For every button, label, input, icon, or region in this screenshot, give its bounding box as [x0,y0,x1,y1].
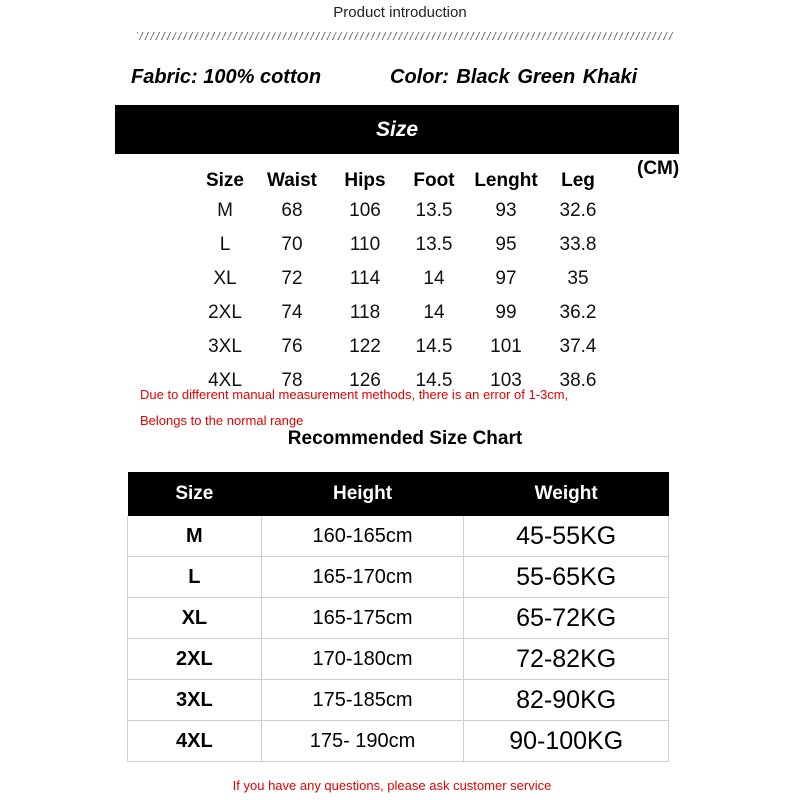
table-row [128,721,669,762]
cell-size: L [128,557,262,598]
cell-size: XL [128,598,262,639]
table-row [128,639,669,680]
cell-hips: 106 [349,200,381,221]
fabric-info: Fabric: 100% cotton [131,66,322,88]
cell-weight: 65-72KG [464,598,669,639]
cell-hips: 114 [349,268,381,289]
table-row [193,262,609,296]
table-row [128,598,669,639]
measurement-error-note: Due to different manual measurement methods, there is an error of 1-3cm, [140,387,569,402]
cell-size: 3XL [128,680,262,721]
cell-size: L [219,234,231,255]
cell-waist: 78 [281,370,303,391]
cell-hips: 122 [349,336,381,357]
cell-foot: 14 [423,268,445,289]
cell-leg: 37.4 [559,336,597,357]
table-row [193,194,609,228]
cell-weight: 90-100KG [464,721,669,762]
cell-size: 2XL [208,302,242,323]
cell-foot: 13.5 [415,234,453,255]
col-weight: Weight [464,472,669,516]
cell-size: 3XL [208,336,242,357]
cell-size: 4XL [208,370,242,391]
cell-length: 97 [495,268,517,289]
cell-leg: 33.8 [559,234,597,255]
col-size: Size [128,472,262,516]
cell-weight: 82-90KG [464,680,669,721]
cell-leg: 38.6 [559,370,597,391]
table-row [128,680,669,721]
cell-hips: 110 [349,234,381,255]
cell-weight: 45-55KG [464,516,669,557]
cell-length: 103 [490,370,522,391]
cell-size: 4XL [128,721,262,762]
size-section-header: Size [115,105,679,154]
cell-height: 160-165cm [261,516,464,557]
table-row [128,516,669,557]
cell-size: M [217,200,233,221]
table-row [193,296,609,330]
col-leg: Leg [561,170,595,191]
recommended-chart-title: Recommended Size Chart [287,428,523,449]
cell-height: 170-180cm [261,639,464,680]
col-foot: Foot [413,170,455,191]
cell-size: M [128,516,262,557]
recommended-header-row [128,472,669,516]
cell-hips: 126 [349,370,381,391]
cell-length: 99 [495,302,517,323]
cell-length: 101 [490,336,522,357]
unit-label: (CM) [637,158,680,179]
measurement-table [193,168,609,398]
col-length: Lenght [474,170,538,191]
cell-foot: 14 [423,302,445,323]
cell-foot: 14.5 [415,336,453,357]
cell-weight: 55-65KG [464,557,669,598]
cell-waist: 74 [281,302,303,323]
cell-length: 93 [495,200,517,221]
cell-waist: 68 [281,200,303,221]
cell-size: XL [213,268,237,289]
cell-leg: 36.2 [559,302,597,323]
cell-waist: 72 [281,268,303,289]
cell-leg: 35 [567,268,589,289]
hatched-divider [137,32,673,40]
table-row [193,330,609,364]
cell-foot: 14.5 [415,370,453,391]
customer-service-note: If you have any questions, please ask customer service [232,778,552,793]
cell-leg: 32.6 [559,200,597,221]
cell-height: 165-170cm [261,557,464,598]
col-hips: Hips [344,170,386,191]
cell-weight: 72-82KG [464,639,669,680]
cell-height: 165-175cm [261,598,464,639]
table-row [128,557,669,598]
table-row [193,228,609,262]
color-info: Color: Black Green Khaki [390,66,638,88]
cell-height: 175-185cm [261,680,464,721]
col-waist: Waist [267,170,317,191]
recommended-size-table [127,472,669,762]
measurement-header-row [193,168,609,194]
col-size: Size [205,170,245,191]
cell-length: 95 [495,234,517,255]
cell-height: 175- 190cm [261,721,464,762]
cell-size: 2XL [128,639,262,680]
cell-hips: 118 [349,302,381,323]
measurement-range-note: Belongs to the normal range [140,413,304,428]
col-height: Height [261,472,464,516]
cell-foot: 13.5 [415,200,453,221]
cell-waist: 76 [281,336,303,357]
cell-waist: 70 [281,234,303,255]
page-title: Product introduction [333,4,467,21]
